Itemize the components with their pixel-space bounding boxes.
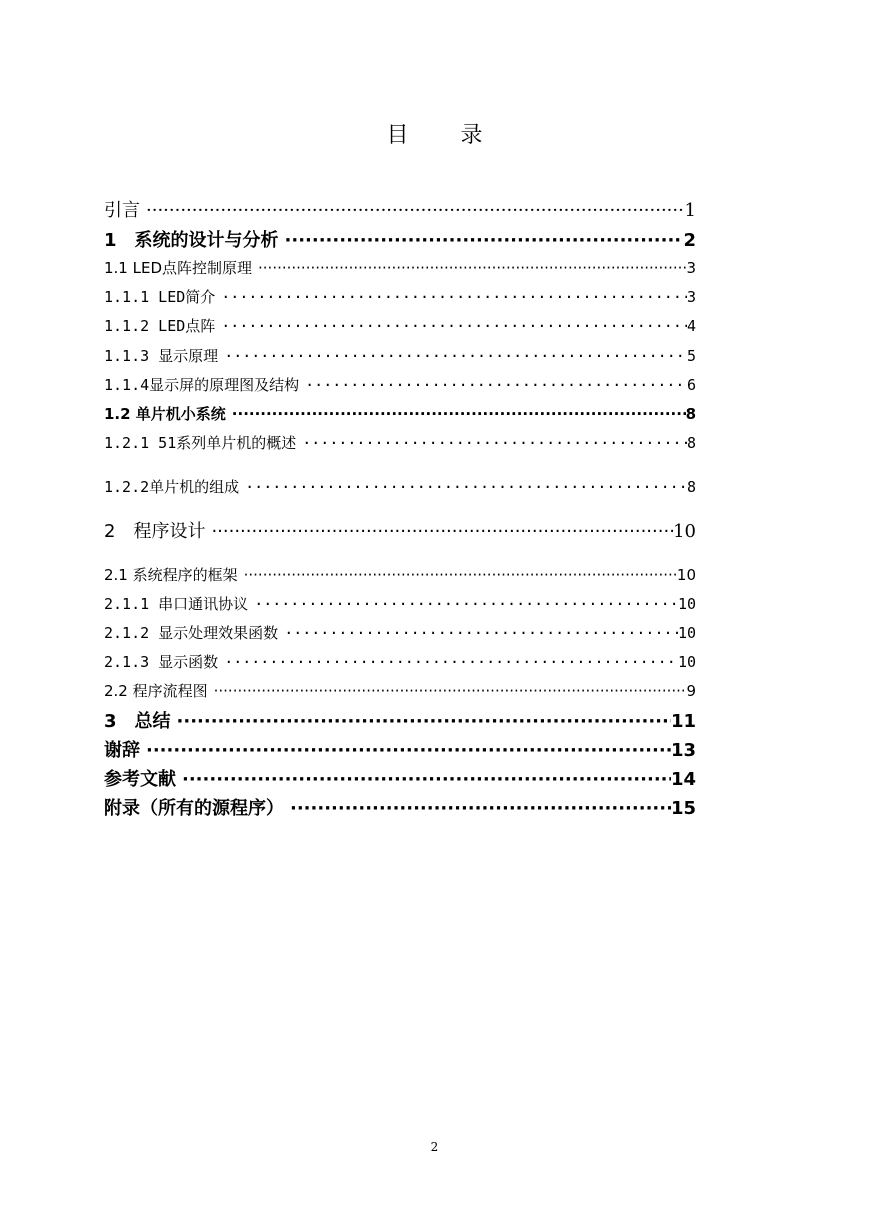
toc-entry-1-1[interactable] [104, 257, 696, 278]
toc-leader [244, 566, 677, 584]
toc-page: 10 [677, 624, 696, 642]
title-char-2: 录 [460, 123, 483, 148]
toc-label: 2.1.1 串口通讯协议 [104, 595, 249, 613]
toc-label: 2.1.2 显示处理效果函数 [104, 624, 279, 642]
toc-label: 1.2.1 51系列单片机的概述 [104, 434, 297, 452]
toc-label: 谢辞 [104, 740, 140, 761]
toc-entry-2-1-2[interactable] [104, 622, 696, 643]
toc-page: 8 [686, 434, 696, 452]
toc-leader [221, 317, 687, 335]
toc-page: 8 [685, 405, 696, 423]
toc-label: 2.1 系统程序的框架 [104, 566, 238, 584]
toc-leader [305, 376, 687, 394]
toc-leader [221, 288, 687, 306]
toc-label: 1.1 LED点阵控制原理 [104, 259, 253, 277]
toc-leader [290, 798, 671, 819]
toc-label: 1.2.2单片机的组成 [104, 478, 240, 496]
toc-entry-chapter-2[interactable] [104, 517, 696, 543]
toc-page: 13 [670, 740, 696, 761]
toc-entry-2-1-1[interactable] [104, 593, 696, 614]
toc-label: 3 总结 [104, 711, 171, 732]
toc-entry-2-1[interactable] [104, 564, 696, 585]
toc-leader [146, 200, 685, 221]
toc-label: 1.1.3 显示原理 [104, 347, 219, 365]
toc-entry-1-2-1[interactable] [104, 432, 696, 453]
toc-leader [177, 711, 671, 732]
toc-entry-acknowledgements[interactable] [104, 736, 696, 762]
toc-label: 附录（所有的源程序） [104, 798, 284, 819]
toc-leader [232, 405, 686, 423]
toc-entry-2-2[interactable] [104, 680, 696, 701]
toc-page: 5 [686, 347, 696, 365]
toc-label: 参考文献 [104, 769, 176, 790]
toc-label: 1.1.2 LED点阵 [104, 317, 216, 335]
toc-entry-1-1-2[interactable] [104, 315, 696, 336]
toc-leader [146, 740, 671, 761]
toc-page: 9 [686, 682, 696, 700]
toc-leader [245, 478, 687, 496]
toc-leader [302, 434, 687, 452]
toc-label: 1 系统的设计与分析 [104, 230, 279, 251]
toc-page: 2 [683, 230, 696, 251]
toc-label: 引言 [104, 200, 140, 221]
toc-page: 10 [677, 653, 696, 671]
toc-leader [224, 347, 687, 365]
toc-label: 1.2 单片机小系统 [104, 405, 226, 423]
toc-leader [285, 230, 684, 251]
toc-leader [284, 624, 678, 642]
toc-entry-references[interactable] [104, 765, 696, 791]
toc-label: 1.1.1 LED简介 [104, 288, 216, 306]
toc-leader [254, 595, 678, 613]
toc-entry-1-1-1[interactable] [104, 286, 696, 307]
toc-leader [258, 259, 686, 277]
toc-page: 11 [670, 711, 696, 732]
toc-leader [211, 521, 673, 542]
toc-page: 14 [670, 769, 696, 790]
toc-page: 10 [676, 566, 696, 584]
toc-entry-1-1-3[interactable] [104, 345, 696, 366]
toc-entry-chapter-1[interactable] [104, 226, 696, 252]
toc-page: 1 [684, 200, 696, 221]
toc-page: 10 [673, 521, 696, 542]
toc-page: 10 [677, 595, 696, 613]
page-number: 2 [430, 1140, 439, 1154]
toc-entry-appendix[interactable] [104, 794, 696, 820]
toc-page: 4 [686, 317, 696, 335]
toc-leader [182, 769, 671, 790]
toc-entry-2-1-3[interactable] [104, 651, 696, 672]
toc-page: 6 [686, 376, 696, 394]
toc-page: 15 [670, 798, 696, 819]
toc-label: 2.2 程序流程图 [104, 682, 208, 700]
toc-entry-chapter-3[interactable] [104, 707, 696, 733]
toc-entry-intro[interactable] [104, 196, 696, 222]
toc-leader [224, 653, 678, 671]
toc-page: 8 [686, 478, 696, 496]
toc-entry-1-2-2[interactable] [104, 476, 696, 497]
toc-page: 3 [686, 288, 696, 306]
toc-leader [214, 682, 687, 700]
toc-page: 3 [686, 259, 696, 277]
toc-label: 2 程序设计 [104, 521, 206, 542]
toc-entry-1-2[interactable] [104, 403, 696, 424]
toc-entry-1-1-4[interactable] [104, 374, 696, 395]
title-char-1: 目 [386, 123, 409, 148]
toc-label: 1.1.4显示屏的原理图及结构 [104, 376, 300, 394]
toc-label: 2.1.3 显示函数 [104, 653, 219, 671]
